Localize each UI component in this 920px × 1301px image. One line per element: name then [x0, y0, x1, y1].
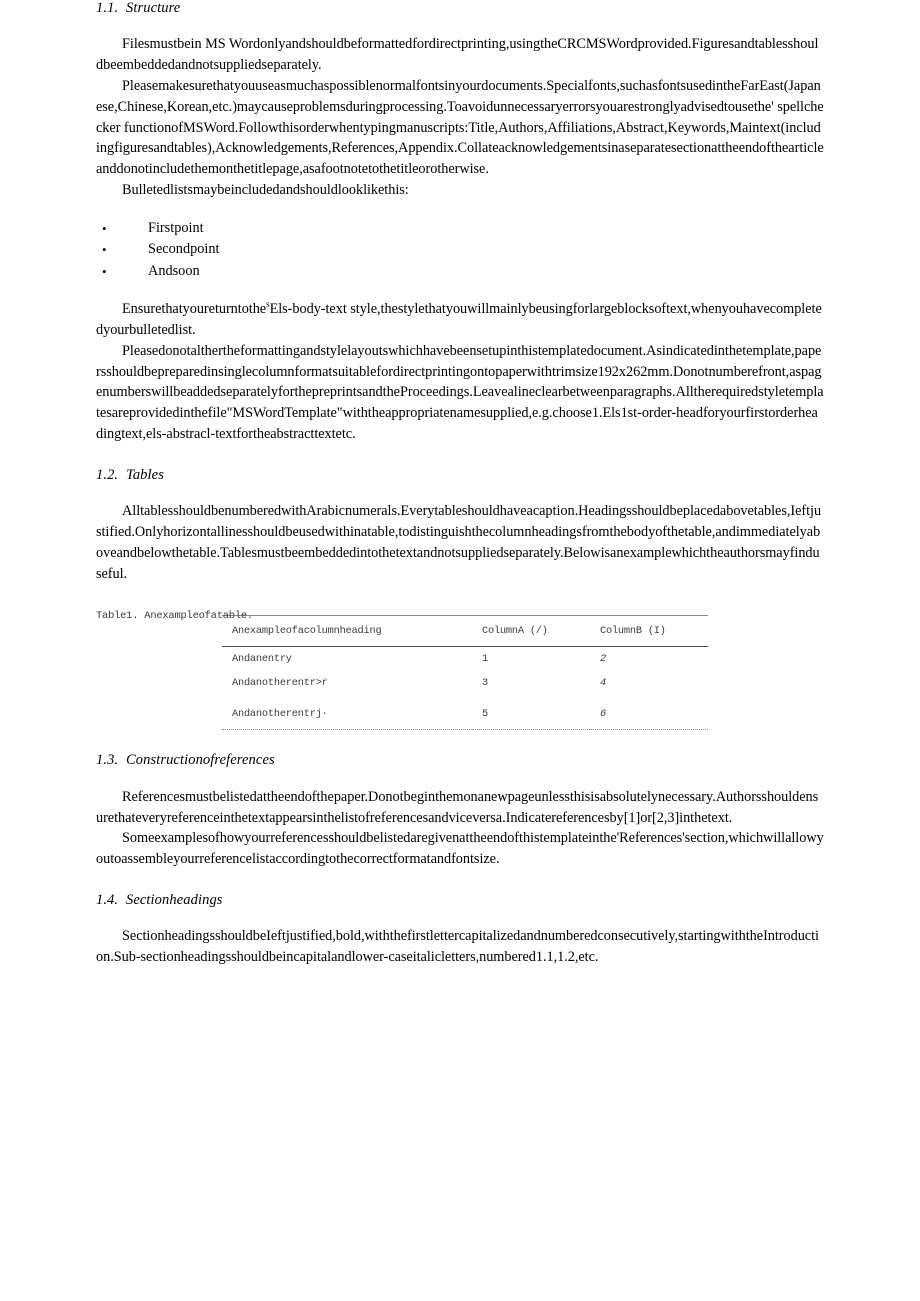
spacer	[96, 584, 824, 601]
spacer	[96, 870, 824, 892]
paragraph-references-2: Someexamplesofhowyourreferencesshouldbelistedaregivenattheendofthistemplateinthe'References'section,whichwillallowyoutoassembleyourreferencelistaccordingtothecorrectformatandfontsize.	[96, 830, 824, 868]
document-content	[96, 0, 824, 968]
paragraph-structure-1: Filesmustbein MS Wordonlyandshouldbeformattedfordirectprinting,usingtheCRCMSWordprovided.Figuresandtablesshouldbeembeddedandnotsuppliedseparately.	[96, 36, 819, 74]
section-number-1-1: 1.1.	[96, 0, 119, 16]
table-row	[222, 647, 708, 672]
example-table	[222, 615, 708, 730]
section-title-1-1: Structure	[126, 0, 181, 16]
table-cell-name: Andanentry	[232, 653, 292, 666]
section-title-1-2: Tables	[126, 466, 164, 483]
bulleted-list	[96, 218, 824, 283]
table-block	[96, 609, 824, 730]
spacer	[96, 770, 824, 787]
paragraph-els-body-text-rest: Els-body-text style,thestylethatyouwillmainlybeusingforlargeblocksoftext,whenyouhavecompletedyourbulletedlist.	[96, 301, 822, 339]
table-cell-name: Andanotherentrj·	[222, 695, 472, 730]
spacer	[96, 201, 824, 218]
table-column-header-b: ColumnB (I)	[590, 616, 708, 647]
table-cell-b: 6	[590, 695, 708, 730]
table-cell-a: 1	[482, 653, 488, 666]
table-header-row	[222, 616, 708, 647]
section-title-1-3: Constructionofreferences	[126, 752, 275, 769]
section-heading-1-4	[96, 892, 824, 909]
section-title-1-4: Sectionheadings	[126, 892, 223, 908]
section-heading-1-3	[96, 752, 824, 769]
spacer	[96, 282, 824, 299]
paragraph-structure-3: Bulletedlistsmaybeincludedandshouldlooklikethis:	[122, 181, 409, 198]
list-item-label: Andsoon	[148, 262, 200, 279]
spacer	[96, 909, 824, 926]
paragraph-formatting: Pleasedonotalthertheformattingandstylelayoutswhichhavebeensetupinthistemplatedocument.Asindicatedinthetemplate,papersshouldbepreparedinsinglecolumnformatsuitablefordirectprintingontopaperwithtrimsize192x262mm.Donotnumberefront,aspagenumberswillbeaddedseparatelyforthepreprintsandtheProceedings.Leavealineclearbetweenparagraphs.Alltherequiredstyletemplatesareprovidedinthefile"MSWordTemplate"withtheappropriatenamesupplied,e.g.choose1.Els1st-order-headforyourfirstorderheadingtext,els-abstracl-textfortheabstracttextetc.	[96, 342, 824, 443]
section-number-1-4: 1.4.	[96, 892, 119, 908]
bullet-icon: •	[102, 263, 107, 279]
spacer	[96, 484, 824, 501]
bullet-icon: •	[102, 242, 107, 258]
section-number-1-2: 1.2.	[96, 466, 119, 483]
table-cell-b: 4	[600, 677, 606, 690]
list-item	[96, 218, 824, 240]
spacer	[96, 445, 824, 467]
bullet-icon: •	[102, 220, 107, 236]
spacer	[96, 730, 824, 752]
superscript-marker: s	[266, 299, 270, 310]
spacer	[96, 17, 824, 34]
section-heading-1-2	[96, 467, 824, 484]
table-row	[222, 695, 708, 730]
paragraph-els-body-text	[96, 299, 824, 341]
list-item	[96, 239, 824, 261]
table-cell-b: 2	[600, 653, 606, 666]
paragraph-els-body-text-lead: Ensurethatyoureturntothe	[122, 301, 267, 318]
section-number-1-3: 1.3.	[96, 752, 119, 769]
paragraph-sectionheadings-1: SectionheadingsshouldbeIeftjustified,bold,withthefirstlettercapitalizedandnumberedconsecutively,startingwiththeIntroduction.Sub-sectionheadingsshouldbeincapitalandlower-caseitalicletters,numbered1.1,1.2,etc.	[96, 928, 819, 966]
section-heading-1-1	[96, 0, 824, 17]
table-cell-name: Andanotherentr>r	[232, 677, 328, 690]
list-item-label: Firstpoint	[148, 219, 204, 236]
table-row	[222, 671, 708, 695]
list-item-label: Secondpoint	[148, 241, 220, 258]
paragraph-references-1: Referencesmustbelistedattheendofthepaper.Donotbeginthemonanewpageunlessthisisabsolutelynecessary.Authorsshouldensurethateveryreferenceinthetextappearsinthelistofreferencesandviceversa.Indicatereferencesby[1]or[2,3]inthetext.	[96, 788, 819, 826]
table-cell-a: 3	[482, 677, 488, 690]
table-caption: Table1. Anexampleofatable.	[96, 610, 253, 623]
list-item	[96, 261, 824, 283]
paragraph-tables-1: AlltablesshouldbenumberedwithArabicnumerals.Everytableshouldhaveacaption.Headingsshouldbeplacedabovetables,Ieftjustified.Onlyhorizontallinesshouldbeusedwithinatable,todistinguishthecolumnheadingsfromthebodyofthetable,andimmediatelyaboveandbelowthetable.Tablesmustbeembeddedintothetextandnotsuppliedseparately.Belowisanexamplewhichtheauthorsmayfinduseful.	[96, 503, 822, 582]
paragraph-structure-2: Pleasemakesurethatyouuseasmuchaspossiblenormalfontsinyourdocuments.Specialfonts,suchasfontsusedintheFarEast(Japanese,Chinese,Korean,etc.)maycauseproblemsduringprocessing.Toavoidunnecessaryerrorsyouarestronglyadvisedtousethe' spellchecker functionofMSWord.Followthisorderwhentypingmanuscripts:Title,Authors,Affiliations,Abstract,Keywords,Maintext(includingfiguresandtables),Acknowledgements,References,Appendix.Collateacknowledgementsinaseparatesectionattheendofthearticleanddonotincludethemonthetitlepage,asafootnotetothetitleorotherwise.	[96, 77, 824, 178]
table-column-header-name: Anexampleofacolumnheading	[222, 616, 472, 647]
table-cell-a: 5	[472, 695, 590, 730]
table-column-header-a: ColumnA (/)	[472, 616, 590, 647]
